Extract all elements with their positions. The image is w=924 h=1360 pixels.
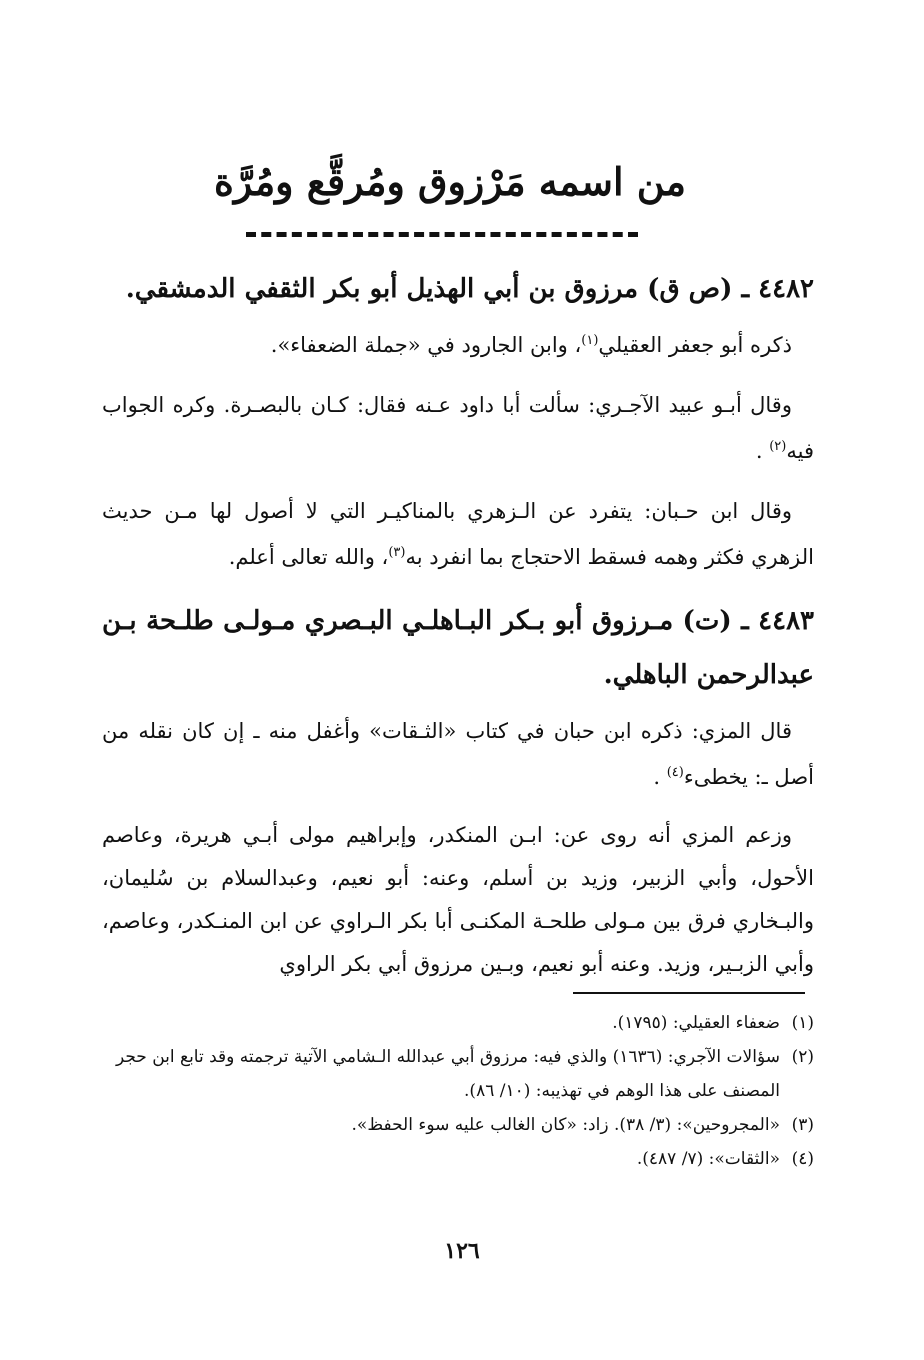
footnotes (102, 1006, 814, 1176)
entry-title-4482: ٤٤٨٢ ـ (ص ق) مرزوق بن أبي الهذيل أبو بكر الثقفي الدمشقي. (125, 274, 814, 304)
footnote-text: ضعفاء العقيلي: (١٧٩٥). (612, 1013, 780, 1033)
footnote-ref-1: (١) (581, 333, 599, 348)
paragraph-text: وقال ابن حـبان: يتفرد عن الـزهري بالمناكيـر التي لا أصول لها مـن حديث الزهري فكثر وهمه فسقط الاحتجاج بما انفرد به (102, 499, 814, 569)
paragraph-narrators: وزعم المزي أنه روى عن: ابـن المنكدر، وإبراهيم مولى أبـي هريرة، وعاصم الأحول، وأبي الزبير، وزيد بن أسلم، وعنه: أبو نعيم، وعبدالسلام بن سُليمان، والبـخاري فرق بين مـولى طلحـة المكنـى أبا بكر الـراوي عن ابن المنـكدر، وعاصم، وأبي الزبـير، وزيد. وعنه أبو نعيم، وبـين مرزوق أبي بكر الراوي (102, 823, 814, 976)
paragraph-mizzi (102, 708, 814, 800)
footnote-item (102, 1142, 814, 1176)
heading-underline (246, 232, 638, 237)
paragraph-text: ، وابن الجارود في «جملة الضعفاء». (270, 333, 582, 357)
footnote-item (102, 1006, 814, 1040)
paragraph-text: ذكره أبو جعفر العقيلي (598, 333, 792, 357)
footnote-separator (573, 992, 805, 994)
footnote-text: «الثقات»: (٧/ ٤٨٧). (636, 1149, 780, 1169)
paragraph-text: . (653, 765, 667, 789)
footnote-ref-2: (٢) (769, 439, 787, 454)
footnote-item (102, 1040, 814, 1108)
paragraph-text: . (755, 439, 770, 463)
footnote-number: (٢) (791, 1047, 814, 1067)
footnote-number: (١) (791, 1013, 814, 1033)
footnote-text: سؤالات الآجري: (١٦٣٦) والذي فيه: مرزوق أبي عبدالله الـشامي الآتية ترجمته وقد تابع ابن حجر المصنف على هذا الوهم في تهذيبه: (١٠/ ٨٦). (115, 1047, 780, 1101)
footnote-ref-3: (٣) (388, 545, 406, 560)
page-number: ١٢٦ (444, 1238, 480, 1264)
entry-title-4483: ٤٤٨٣ ـ (ت) مـرزوق أبو بـكر البـاهلـي البـصري مـولـى طلـحة بـن عبدالرحمن الباهلي. (102, 606, 814, 690)
paragraph-text: ، والله تعالى أعلم. (228, 545, 389, 569)
footnote-item (102, 1108, 814, 1142)
main-text (102, 262, 814, 1000)
footnote-number: (٤) (791, 1149, 814, 1169)
paragraph-ibn-hibban (102, 488, 814, 580)
section-heading: من اسمه مَرْزوق ومُرقَّع ومُرَّة (213, 159, 687, 204)
footnote-ref-4: (٤) (666, 765, 684, 780)
footnote-text: «المجروحين»: (٣/ ٣٨). زاد: «كان الغالب عليه سوء الحفظ». (351, 1115, 780, 1135)
footnote-number: (٣) (791, 1115, 814, 1135)
paragraph-text: قال المزي: ذكره ابن حبان في كتاب «الثـقات» وأغفل منه ـ إن كان نقله من أصل ـ: يخطىء (102, 719, 814, 789)
paragraph-text: وقال أبـو عبيد الآجـري: سألت أبا داود عـنه فقال: كـان بالبصـرة. وكره الجواب فيه (102, 393, 814, 463)
paragraph-uqaili (102, 322, 814, 368)
paragraph-ajurri (102, 382, 814, 474)
